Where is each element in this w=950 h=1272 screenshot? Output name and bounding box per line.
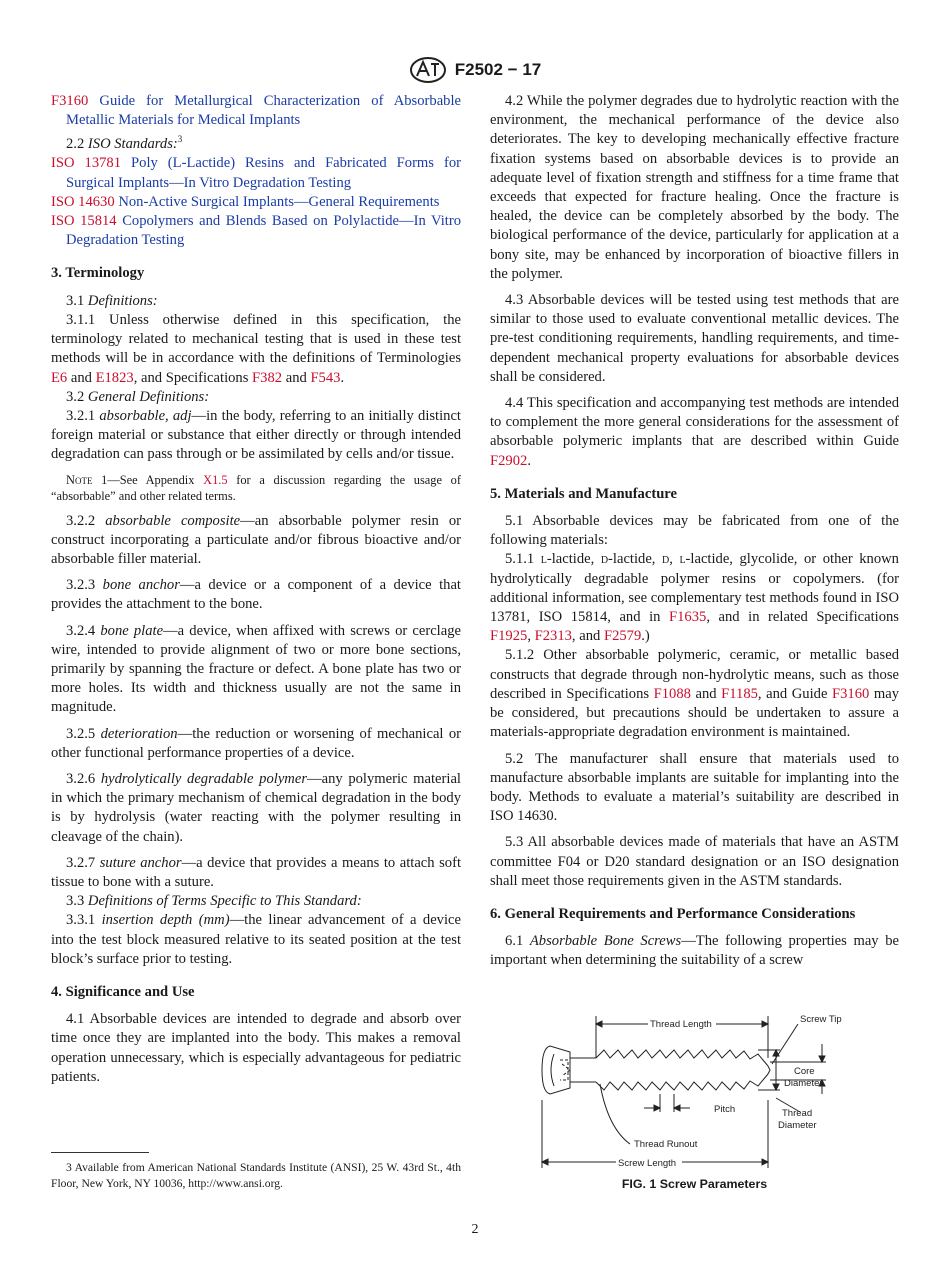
paragraph-4-4: 4.4 This specification and accompanying test methods are intended to complement the more general considerations for the assessment of absorbable polymeric implants that are described within Guide F2902. (490, 395, 899, 469)
reference-iso-14630 (51, 193, 461, 212)
link-e1823[interactable]: E1823 (95, 369, 134, 386)
link-e6[interactable]: E6 (51, 369, 68, 386)
ref-code[interactable]: ISO 13781 (51, 155, 122, 172)
paragraph-3-2-6: 3.2.6 hydrolytically degradable polymer—any polymeric material in which the primary mechanism of chemical degradation in the body is by hydrolysis (water reacting with the polymer resulting in cleavage of the chain). (51, 770, 461, 845)
ref-title[interactable]: Poly (L-Lactide) Resins and Fabricated Forms for Surgical Implants—In Vitro Degradation Testing (66, 155, 461, 191)
paragraph-5-1: 5.1 Absorbable devices may be fabricated from one of the following materials: (490, 513, 899, 549)
link-f3160[interactable]: F3160 (832, 685, 870, 702)
label-pitch: Pitch (714, 1104, 736, 1115)
ref-code[interactable]: ISO 14630 (51, 193, 115, 210)
reference-f3160 (51, 92, 461, 130)
paragraph-3-2-3: 3.2.3 bone anchor—a device or a component of a device that provides the attachment to the bone. (51, 577, 461, 613)
ref-code[interactable]: F3160 (51, 93, 89, 109)
paragraph-3-3-1: 3.3.1 insertion depth (mm)—the linear advancement of a device into the test block measured relative to its seated position at the test block’s surface prior to testing. (51, 912, 461, 967)
paragraph-3-2-4: 3.2.4 bone plate—a device, when affixed with screws or cerclage wire, intended to provide alignment of two or more bone sections, primarily by spanning the fracture or defect. A bone plate has two or more holes. Its width and thickness usually are not the same in magnitude. (51, 622, 461, 716)
section-heading: 4. Significance and Use (51, 983, 195, 1000)
link-x1-5[interactable]: X1.5 (203, 472, 228, 487)
link-f382[interactable]: F382 (252, 369, 283, 386)
label-core: Core (794, 1066, 815, 1077)
paragraph-3-1-1: 3.1.1 Unless otherwise defined in this specification, the terminology related to mechanical testing that is used in these test methods will be in accordance with the definitions of Terminologies E6 and E1823, and Specifications F382 and F543. (51, 311, 461, 386)
label-thread: Thread (782, 1108, 813, 1119)
right-column (490, 92, 899, 978)
paragraph-3-3: 3.3 Definitions of Terms Specific to This Standard: (66, 893, 362, 910)
link-f1635[interactable]: F1635 (669, 609, 707, 626)
page-number: 2 (471, 1222, 479, 1237)
ref-code[interactable]: ISO 15814 (51, 213, 117, 230)
paragraph-5-1-1: 5.1.1 l-lactide, d-lactide, d, l-lactide, glycolide, or other known hydrolytically degradable polymer resins or copolymers. (for additional information, see complementary test methods found in ISO 13781, ISO 15814, and in F1635, and in related Specifications F1925, F2313, and F2579.) (490, 551, 899, 645)
footnote-3: 3 Available from American National Standards Institute (ANSI), 25 W. 43rd St., 4th Floor, New York, NY 10036, http://www.ansi.org. (51, 1161, 461, 1190)
paragraph-5-2: 5.2 The manufacturer shall ensure that materials used to manufacture absorbable implants are suitable for implanting into the body. Methods to evaluate a material’s suitability are described in ISO 14630. (490, 750, 899, 825)
paragraph-3-2-1: 3.2.1 absorbable, adj—in the body, referring to an initially distinct foreign material or substance that either directly or through intended degradation can pass through or be assimilated by cells and/or tissue. (51, 407, 461, 463)
label-thread-runout: Thread Runout (634, 1139, 698, 1150)
paragraph-5-3: 5.3 All absorbable devices made of materials that have an ASTM committee F04 or D20 standard designation or an ISO designation shall meet those requirements given in the ASTM standards. (490, 834, 899, 889)
link-f2902[interactable]: F2902 (490, 452, 528, 469)
left-column (51, 92, 461, 1094)
link-f2579[interactable]: F2579 (603, 628, 642, 645)
section-heading: 6. General Requirements and Performance Considerations (490, 905, 856, 922)
paragraph-4-2: 4.2 While the polymer degrades due to hydrolytic reaction with the environment, the mechanical performance of the device also deteriorates. The key to developing mechanically effective fracture fixation systems based on absorbable devices is to provide an adequate level of fixation strength and stiffness for a time frame that exceeds that expected for fracture healing. Once the fracture is healed, the device can be completely absorbed by the body. The biological performance of the device, particularly for application at a bony site, may be enhanced by incorporation of bioactive fillers in the polymer. (490, 93, 899, 282)
link-f1925[interactable]: F1925 (490, 628, 528, 645)
ref-title[interactable]: Non-Active Surgical Implants—General Requirements (118, 193, 440, 210)
note-1: Note 1—See Appendix X1.5 for a discussion regarding the usage of “absorbable” and other related terms. (51, 472, 461, 503)
document-number: F2502 − 17 (454, 60, 542, 79)
ref-title[interactable]: Guide for Metallurgical Characterization of Absorbable Metallic Materials for Medical Implants (66, 93, 462, 129)
paragraph-3-2-5: 3.2.5 deterioration—the reduction or worsening of mechanical or other functional performance properties of a device. (51, 725, 462, 761)
paragraph-3-2-2: 3.2.2 absorbable composite—an absorbable polymer resin or construct incorporating a particulate and/or fibrous bioactive and/or absorbable filler material. (51, 512, 462, 567)
page-header (0, 56, 950, 84)
label-screw-tip: Screw Tip (800, 1014, 842, 1025)
paragraph-3-2-7: 3.2.7 suture anchor—a device that provides a means to attach soft tissue to bone with a suture. (51, 854, 461, 890)
label-thread-diameter: Diameter (778, 1120, 817, 1131)
paragraph-4-1: 4.1 Absorbable devices are intended to degrade and absorb over time once they are implanted into the body. This makes a removal operation unnecessary, which is especially advantageous for pediatric patients. (51, 1011, 461, 1085)
reference-iso-13781 (51, 154, 461, 192)
link-f1088[interactable]: F1088 (653, 685, 691, 702)
link-f2313[interactable]: F2313 (534, 628, 572, 645)
paragraph-6-1: 6.1 Absorbable Bone Screws—The following properties may be important when determining the suitability of a screw (490, 933, 899, 969)
label-thread-length: Thread Length (650, 1019, 712, 1030)
label-screw-length: Screw Length (618, 1158, 677, 1168)
footnote-divider (51, 1152, 149, 1153)
section-heading: 3. Terminology (51, 265, 145, 282)
astm-logo-icon (409, 56, 447, 84)
screw-parameters-figure (530, 1008, 870, 1168)
paragraph-4-3: 4.3 Absorbable devices will be tested using test methods that are similar to those used to evaluate conventional metallic devices. The pre-test conditioning requirements, handling requirements, and time-dependent mechanical property evaluations for absorbable devices shall be considered. (490, 292, 899, 385)
link-f1185[interactable]: F1185 (721, 685, 758, 702)
section-heading: 5. Materials and Manufacture (490, 485, 677, 502)
paragraph-3-2: 3.2 General Definitions: (66, 388, 210, 405)
iso-standards-heading: 2.2 ISO Standards:$^3$ (66, 134, 183, 153)
ref-title[interactable]: Copolymers and Blends Based on Polylactide—In Vitro Degradation Testing (66, 213, 461, 249)
link-f543[interactable]: F543 (310, 369, 341, 386)
paragraph-5-1-2: 5.1.2 Other absorbable polymeric, ceramic, or metallic based constructs that degrade through non-hydrolytic means, such as those described in Specifications F1088 and F1185, and Guide F3160 may be considered, but precautions should be undertaken to assure a materials-appropriate degradation environment is maintained. (490, 647, 899, 741)
reference-iso-15814 (51, 212, 461, 250)
paragraph-3-1: 3.1 Definitions: (66, 292, 158, 309)
figure-caption: FIG. 1 Screw Parameters (621, 1177, 768, 1191)
label-core-diameter: Diameter (784, 1078, 823, 1089)
